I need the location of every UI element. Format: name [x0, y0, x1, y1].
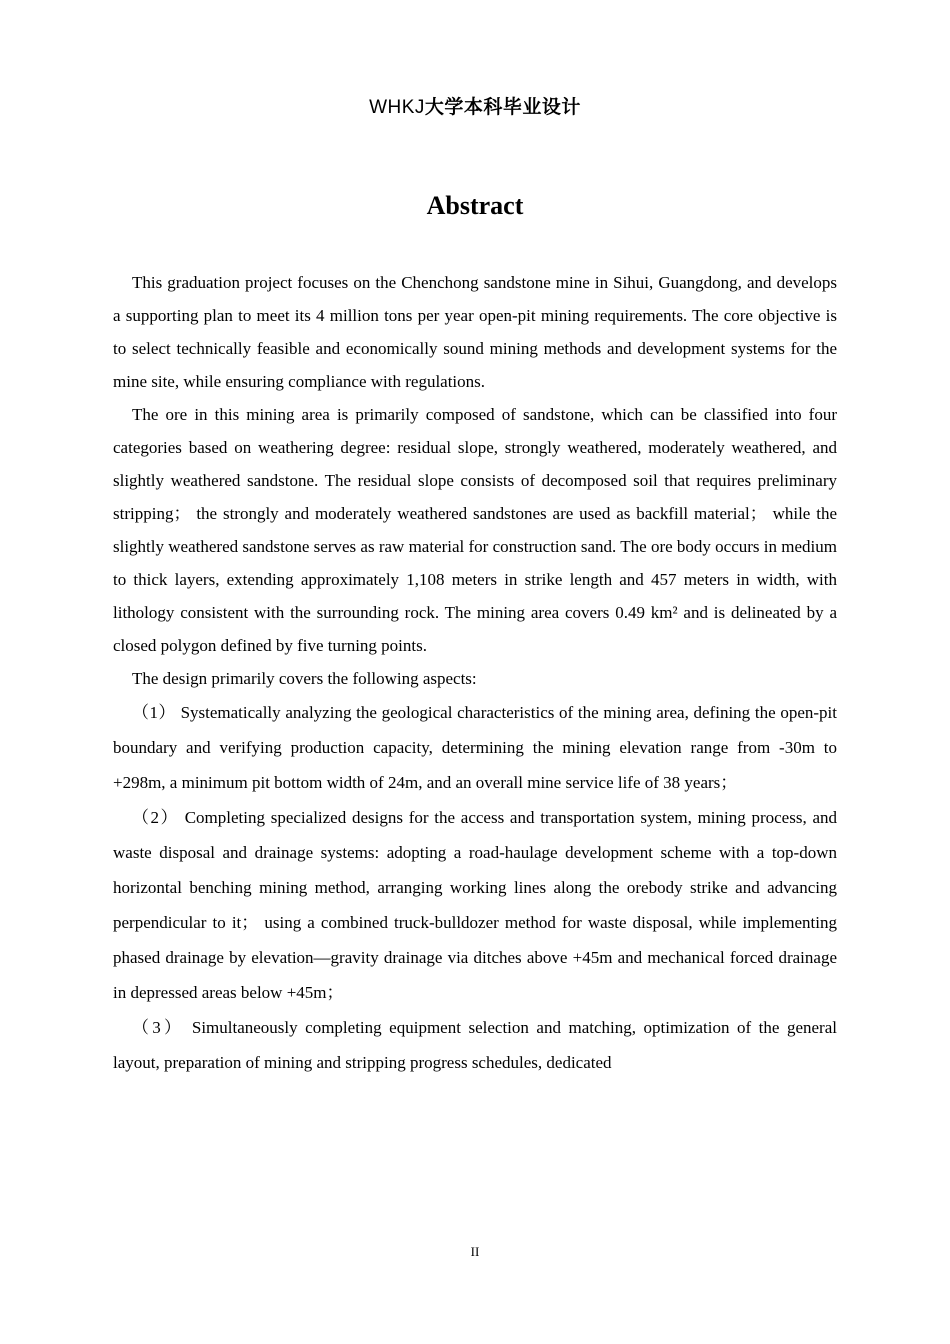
list-item-1: （1） Systematically analyzing the geological characteristics of the mining area, defining the open-pit boundary and verifying production capacity, determining the mining elevation range from -30m to +298m, a minimum pit bottom width of 24m, and an overall mine service life of 38 years； — [113, 703, 837, 792]
list-item-2: （2） Completing specialized designs for the access and transportation system, mining process, and waste disposal and drainage systems: adopting a road-haulage development scheme with a top-down horizontal benching mining method, arranging working lines along the orebody strike and advancing perpendicular to it； using a combined truck-bulldozer method for waste disposal, while implementing phased drainage by elevation—gravity drainage via ditches above +45m and mechanical forced drainage in depressed areas below +45m； — [113, 808, 837, 1002]
header-latin: WHKJ — [369, 97, 425, 118]
paragraph-intro: This graduation project focuses on the Chenchong sandstone mine in Sihui, Guangdong, and develops a supporting plan to meet its 4 million tons per year open-pit mining requirements. The core objective is to select technically feasible and economically sound mining methods and development systems for the mine site, while ensuring compliance with regulations. — [113, 273, 837, 391]
list-item-3: （3） Simultaneously completing equipment selection and matching, optimization of the general layout, preparation of mining and stripping progress schedules, dedicated — [113, 1018, 837, 1072]
abstract-body — [113, 266, 837, 1080]
paragraph-design: The design primarily covers the following aspects: — [132, 669, 477, 688]
running-header — [0, 93, 950, 122]
page-number: II — [470, 1244, 480, 1259]
page-title: Abstract — [426, 191, 524, 220]
paragraph-ore: The ore in this mining area is primarily composed of sandstone, which can be classified into four categories based on weathering degree: residual slope, strongly weathered, moderately weathered, and slightly weathered sandstone. The residual slope consists of decomposed soil that requires preliminary stripping； the strongly and moderately weathered sandstones are used as backfill material； while the slightly weathered sandstone serves as raw material for construction sand. The ore body occurs in medium to thick layers, extending approximately 1,108 meters in strike length and 457 meters in width, with lithology consistent with the surrounding rock. The mining area covers 0.49 km² and is delineated by a closed polygon defined by five turning points. — [113, 405, 837, 655]
header-cjk: 大学本科毕业设计 — [424, 96, 581, 118]
